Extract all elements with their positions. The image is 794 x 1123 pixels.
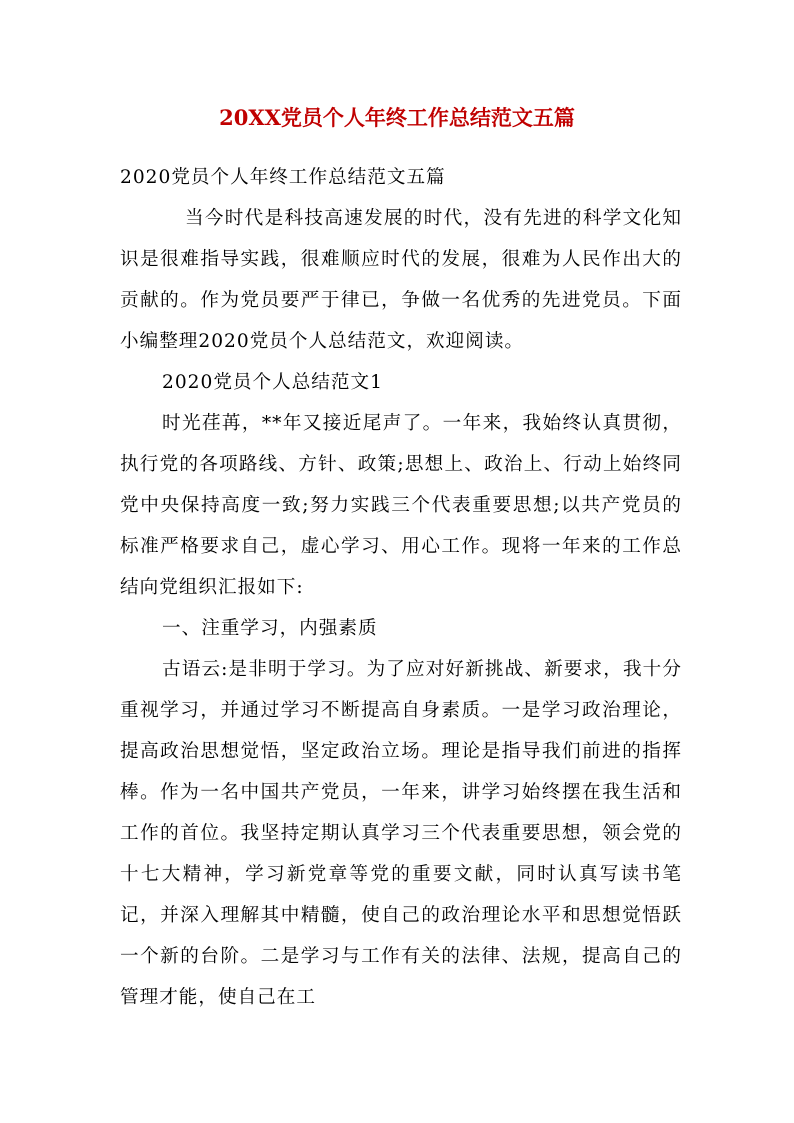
document-title: 20XX党员个人年终工作总结范文五篇 [219,105,575,130]
point-heading: 一、注重学习，内强素质 [162,618,378,639]
intro-paragraph: 当今时代是科技高速发展的时代，没有先进的科学文化知识是很难指导实践，很难顺应时代的发展，很难为人民作出大的贡献的。作为党员要严于律已，争做一名优秀的先进党员。下面小编整理2020党员个人总结范文，欢迎阅读。 [120,208,682,352]
section-heading: 2020党员个人总结范文1 [162,372,383,393]
document-body [120,157,682,1018]
document-subtitle: 2020党员个人年终工作总结范文五篇 [120,167,446,188]
body-paragraph: 时光荏苒，**年又接近尾声了。一年来，我始终认真贯彻，执行党的各项路线、方针、政策;思想上、政治上、行动上始终同党中央保持高度一致;努力实践三个代表重要思想;以共产党员的标准严格要求自己，虚心学习、用心工作。现将一年来的工作总结向党组织汇报如下: [120,413,682,598]
body-paragraph: 古语云:是非明于学习。为了应对好新挑战、新要求，我十分重视学习，并通过学习不断提高自身素质。一是学习政治理论，提高政治思想觉悟，坚定政治立场。理论是指导我们前进的指挥棒。作为一名中国共产党员，一年来，讲学习始终摆在我生活和工作的首位。我坚持定期认真学习三个代表重要思想，领会党的十七大精神，学习新党章等党的重要文献，同时认真写读书笔记，并深入理解其中精髓，使自己的政治理论水平和思想觉悟跃一个新的台阶。二是学习与工作有关的法律、法规，提高自己的管理才能，使自己在工 [120,659,682,1008]
